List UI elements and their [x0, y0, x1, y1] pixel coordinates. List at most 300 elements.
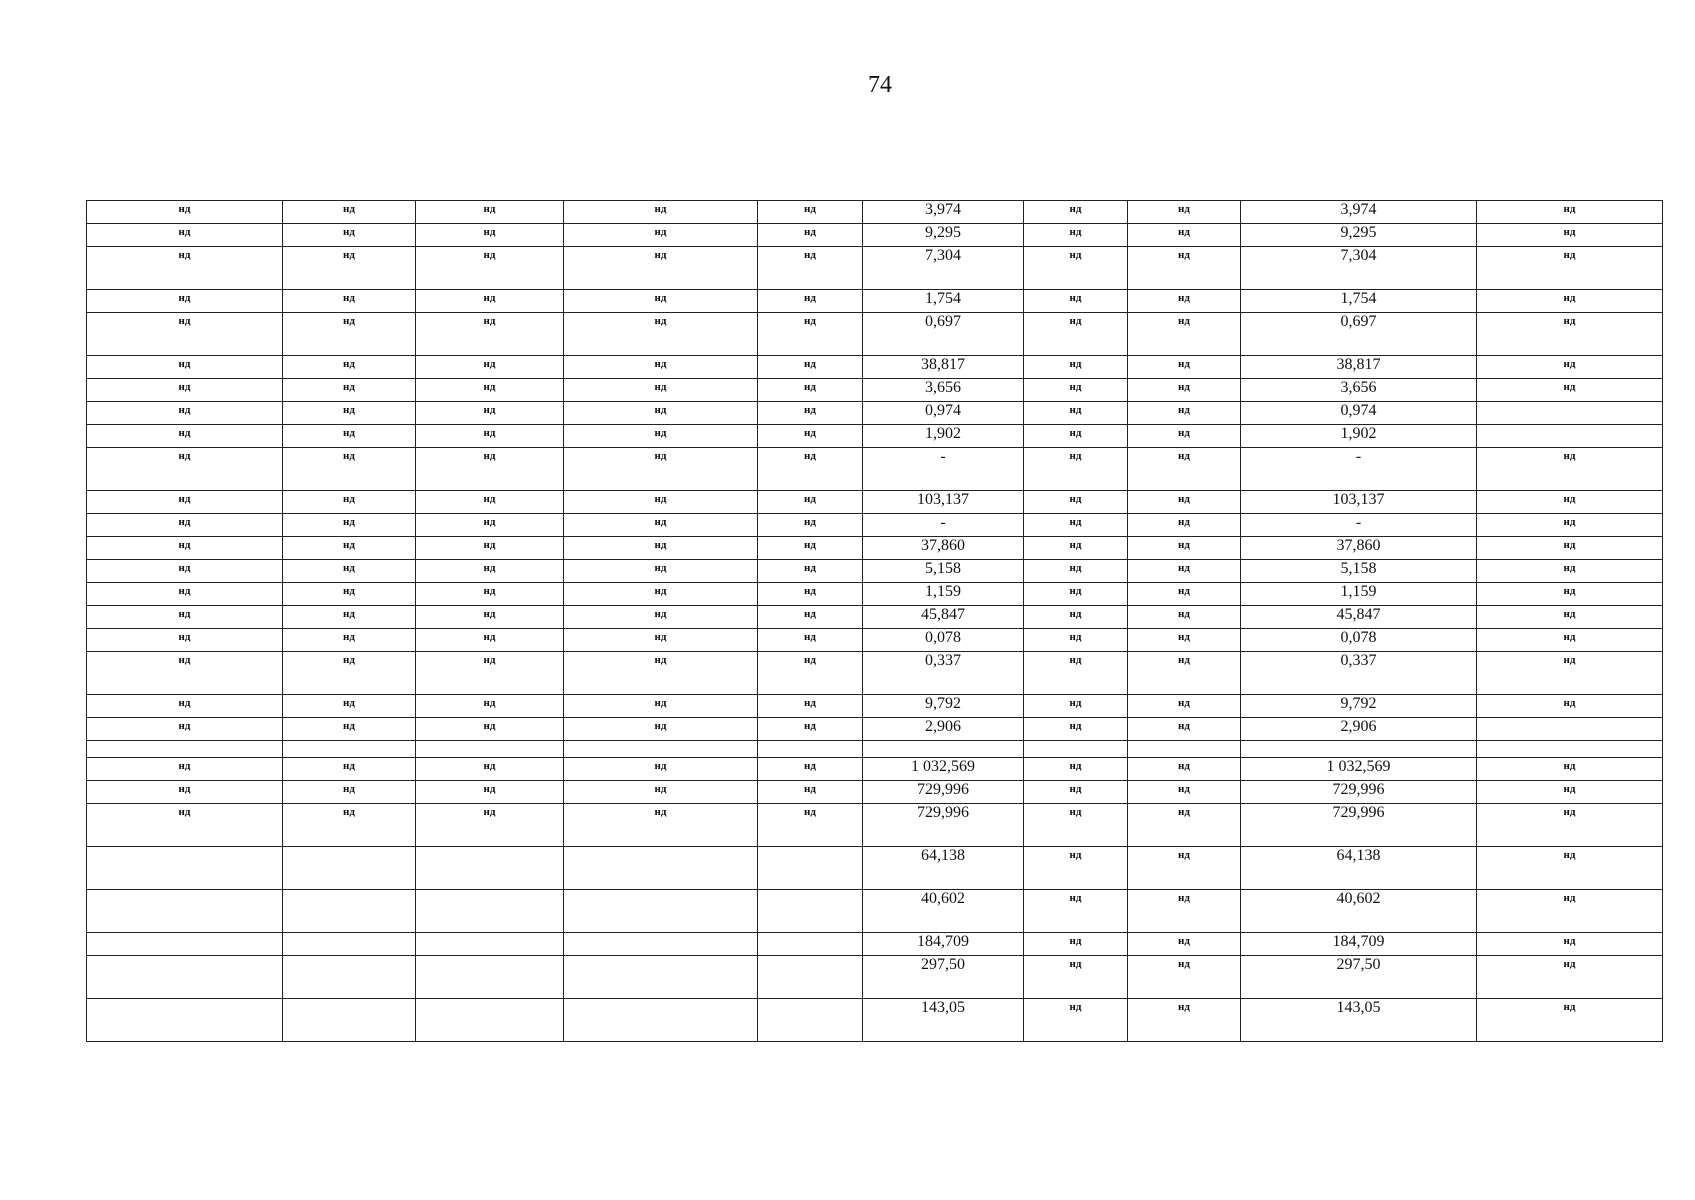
table-cell: нд — [87, 491, 283, 514]
table-cell: нд — [416, 514, 564, 537]
table-cell: нд — [564, 606, 758, 629]
table-cell: нд — [283, 313, 416, 356]
table-cell: нд — [283, 718, 416, 741]
table-cell — [1477, 741, 1663, 758]
table-cell: нд — [564, 758, 758, 781]
table-cell: 143,05 — [863, 999, 1024, 1042]
table-cell: нд — [758, 379, 863, 402]
table-cell: нд — [564, 313, 758, 356]
table-cell — [87, 933, 283, 956]
table-cell: нд — [1128, 804, 1241, 847]
table-cell: нд — [1024, 448, 1128, 491]
table-cell — [1241, 741, 1477, 758]
table-cell: - — [1241, 514, 1477, 537]
table-cell: нд — [1128, 247, 1241, 290]
table-cell: нд — [1024, 652, 1128, 695]
table-row — [87, 758, 1663, 781]
table-row — [87, 583, 1663, 606]
table-cell: нд — [1128, 890, 1241, 933]
table-cell: нд — [1477, 933, 1663, 956]
table-cell: нд — [1024, 606, 1128, 629]
table-cell — [283, 890, 416, 933]
table-cell: 1,902 — [863, 425, 1024, 448]
table-cell: нд — [87, 758, 283, 781]
table-cell — [1477, 402, 1663, 425]
table-cell: 0,337 — [863, 652, 1024, 695]
table-cell: 40,602 — [863, 890, 1024, 933]
table-cell: нд — [87, 537, 283, 560]
table-cell: нд — [564, 652, 758, 695]
table-cell: нд — [564, 781, 758, 804]
table-cell — [564, 890, 758, 933]
table-cell: нд — [1128, 583, 1241, 606]
table-cell: 3,974 — [863, 201, 1024, 224]
table-cell: нд — [1477, 290, 1663, 313]
table-cell — [416, 999, 564, 1042]
table-cell: нд — [1128, 560, 1241, 583]
table-row — [87, 933, 1663, 956]
table-cell: нд — [283, 606, 416, 629]
table-cell: 297,50 — [1241, 956, 1477, 999]
table-cell: нд — [87, 247, 283, 290]
table-cell: нд — [1128, 313, 1241, 356]
table-cell: нд — [1024, 379, 1128, 402]
table-cell: нд — [564, 402, 758, 425]
table-cell: нд — [1128, 402, 1241, 425]
table-cell: нд — [564, 448, 758, 491]
table-cell: нд — [758, 201, 863, 224]
table-row — [87, 606, 1663, 629]
table-cell: нд — [1477, 781, 1663, 804]
table-cell: нд — [564, 425, 758, 448]
table-cell — [758, 847, 863, 890]
table-cell: 0,078 — [1241, 629, 1477, 652]
table-cell: 9,295 — [863, 224, 1024, 247]
table-cell: нд — [416, 290, 564, 313]
table-cell: нд — [283, 695, 416, 718]
table-cell — [416, 933, 564, 956]
table-cell: нд — [87, 652, 283, 695]
table-cell: нд — [758, 356, 863, 379]
table-cell: нд — [416, 491, 564, 514]
table-cell: нд — [416, 804, 564, 847]
table-cell — [564, 956, 758, 999]
table-cell: нд — [87, 201, 283, 224]
table-cell: нд — [1024, 890, 1128, 933]
table-cell: нд — [1477, 890, 1663, 933]
table-row — [87, 956, 1663, 999]
table-cell — [564, 741, 758, 758]
table-cell: 184,709 — [863, 933, 1024, 956]
table-cell: нд — [1477, 313, 1663, 356]
table-cell: нд — [758, 718, 863, 741]
table-cell: нд — [416, 224, 564, 247]
table-cell: нд — [1477, 537, 1663, 560]
table-cell: 37,860 — [863, 537, 1024, 560]
table-cell: 0,697 — [863, 313, 1024, 356]
table-cell: нд — [758, 781, 863, 804]
table-cell: 0,974 — [1241, 402, 1477, 425]
table-cell: нд — [1024, 781, 1128, 804]
table-cell: нд — [283, 652, 416, 695]
table-row — [87, 313, 1663, 356]
table-cell — [1024, 741, 1128, 758]
table-cell — [283, 741, 416, 758]
table-cell: нд — [1128, 379, 1241, 402]
table-row — [87, 629, 1663, 652]
table-cell — [758, 933, 863, 956]
table-cell: 0,078 — [863, 629, 1024, 652]
table-cell: нд — [564, 537, 758, 560]
table-cell: нд — [416, 379, 564, 402]
table-cell: 7,304 — [1241, 247, 1477, 290]
table-cell: нд — [1128, 695, 1241, 718]
table-cell — [416, 956, 564, 999]
table-cell — [758, 956, 863, 999]
table-cell: 297,50 — [863, 956, 1024, 999]
table-cell: 729,996 — [863, 804, 1024, 847]
data-table-container — [86, 200, 1662, 1042]
table-cell: 9,295 — [1241, 224, 1477, 247]
table-cell: нд — [1024, 933, 1128, 956]
table-cell: нд — [283, 448, 416, 491]
table-cell: нд — [1128, 718, 1241, 741]
table-cell: нд — [416, 606, 564, 629]
table-cell: нд — [1477, 847, 1663, 890]
table-cell: нд — [87, 560, 283, 583]
table-cell: нд — [1128, 290, 1241, 313]
table-row — [87, 448, 1663, 491]
table-cell: нд — [1477, 583, 1663, 606]
table-cell — [564, 933, 758, 956]
table-cell: нд — [1024, 290, 1128, 313]
table-cell: 1,159 — [863, 583, 1024, 606]
table-cell: нд — [87, 583, 283, 606]
table-cell: нд — [1477, 758, 1663, 781]
table-cell: нд — [416, 718, 564, 741]
table-cell — [564, 999, 758, 1042]
table-cell: 0,337 — [1241, 652, 1477, 695]
table-cell: 5,158 — [863, 560, 1024, 583]
table-cell: 1 032,569 — [863, 758, 1024, 781]
table-cell: 103,137 — [863, 491, 1024, 514]
table-cell: 3,656 — [1241, 379, 1477, 402]
table-cell: нд — [758, 313, 863, 356]
table-cell: нд — [564, 247, 758, 290]
table-cell: нд — [87, 629, 283, 652]
table-cell: нд — [758, 606, 863, 629]
table-cell: нд — [758, 402, 863, 425]
table-cell: 2,906 — [1241, 718, 1477, 741]
table-row — [87, 491, 1663, 514]
table-cell: нд — [416, 201, 564, 224]
table-cell: нд — [1128, 999, 1241, 1042]
table-cell: нд — [564, 290, 758, 313]
table-cell: нд — [1477, 448, 1663, 491]
table-row — [87, 804, 1663, 847]
table-cell: нд — [1128, 425, 1241, 448]
table-cell: нд — [564, 379, 758, 402]
table-row — [87, 425, 1663, 448]
table-cell: 9,792 — [1241, 695, 1477, 718]
table-cell — [283, 847, 416, 890]
table-row — [87, 781, 1663, 804]
table-cell: 729,996 — [1241, 804, 1477, 847]
table-cell — [87, 956, 283, 999]
table-cell: нд — [1024, 758, 1128, 781]
table-cell: нд — [758, 629, 863, 652]
table-cell: 1,754 — [1241, 290, 1477, 313]
table-row — [87, 247, 1663, 290]
table-cell: нд — [1128, 514, 1241, 537]
table-cell: нд — [1477, 804, 1663, 847]
table-cell: нд — [1024, 356, 1128, 379]
table-cell: нд — [1477, 999, 1663, 1042]
table-row — [87, 290, 1663, 313]
table-cell: нд — [758, 652, 863, 695]
table-cell: нд — [416, 356, 564, 379]
table-cell: 64,138 — [863, 847, 1024, 890]
table-cell: нд — [1128, 781, 1241, 804]
table-cell: нд — [758, 224, 863, 247]
table-cell: нд — [283, 290, 416, 313]
table-cell: нд — [87, 224, 283, 247]
data-table — [86, 200, 1663, 1042]
table-cell: нд — [283, 781, 416, 804]
table-cell: нд — [1024, 514, 1128, 537]
table-cell — [416, 890, 564, 933]
table-row — [87, 379, 1663, 402]
table-row — [87, 652, 1663, 695]
table-cell: нд — [1024, 583, 1128, 606]
table-cell: нд — [87, 695, 283, 718]
table-cell — [87, 847, 283, 890]
table-cell: нд — [1128, 629, 1241, 652]
table-cell: нд — [1477, 201, 1663, 224]
table-cell: нд — [1024, 425, 1128, 448]
table-cell: нд — [758, 695, 863, 718]
table-cell: нд — [1128, 201, 1241, 224]
table-cell: нд — [758, 514, 863, 537]
table-cell: нд — [564, 514, 758, 537]
table-cell: нд — [1477, 560, 1663, 583]
table-cell: нд — [1024, 313, 1128, 356]
table-cell: нд — [283, 491, 416, 514]
table-body — [87, 201, 1663, 1042]
table-row — [87, 537, 1663, 560]
table-cell: - — [863, 448, 1024, 491]
table-cell: нд — [1024, 247, 1128, 290]
table-cell: нд — [1024, 804, 1128, 847]
table-cell: нд — [1024, 224, 1128, 247]
table-cell: нд — [87, 402, 283, 425]
table-cell: 1,754 — [863, 290, 1024, 313]
table-cell — [758, 741, 863, 758]
table-cell — [1128, 741, 1241, 758]
table-cell: 143,05 — [1241, 999, 1477, 1042]
table-cell: 103,137 — [1241, 491, 1477, 514]
table-cell: нд — [87, 514, 283, 537]
table-cell: нд — [1477, 356, 1663, 379]
table-cell: нд — [416, 313, 564, 356]
table-cell: нд — [87, 290, 283, 313]
table-cell: нд — [1024, 560, 1128, 583]
table-row — [87, 514, 1663, 537]
table-cell: 0,697 — [1241, 313, 1477, 356]
table-cell: нд — [416, 758, 564, 781]
table-cell: нд — [758, 758, 863, 781]
table-cell: 7,304 — [863, 247, 1024, 290]
table-cell: нд — [758, 425, 863, 448]
table-cell: нд — [416, 537, 564, 560]
table-cell: нд — [1128, 847, 1241, 890]
table-cell: нд — [416, 583, 564, 606]
table-cell: нд — [1128, 652, 1241, 695]
table-cell: нд — [564, 718, 758, 741]
table-cell: нд — [1024, 201, 1128, 224]
table-cell: 1,159 — [1241, 583, 1477, 606]
table-cell: 3,656 — [863, 379, 1024, 402]
table-cell: нд — [283, 425, 416, 448]
table-cell: нд — [758, 247, 863, 290]
table-row — [87, 999, 1663, 1042]
table-cell: нд — [283, 629, 416, 652]
table-cell: нд — [1024, 402, 1128, 425]
table-cell — [863, 741, 1024, 758]
table-cell: 38,817 — [863, 356, 1024, 379]
table-cell: нд — [87, 356, 283, 379]
table-cell: нд — [758, 560, 863, 583]
table-cell: нд — [1024, 718, 1128, 741]
table-cell: нд — [564, 201, 758, 224]
table-cell: нд — [1128, 224, 1241, 247]
table-cell: нд — [1128, 448, 1241, 491]
table-cell: нд — [758, 491, 863, 514]
table-cell: нд — [87, 718, 283, 741]
table-cell: нд — [1128, 491, 1241, 514]
table-cell: нд — [1477, 224, 1663, 247]
table-cell: нд — [283, 356, 416, 379]
table-cell: нд — [87, 425, 283, 448]
table-cell — [1477, 425, 1663, 448]
table-cell: нд — [283, 758, 416, 781]
table-row — [87, 695, 1663, 718]
table-cell: нд — [564, 695, 758, 718]
table-cell — [1477, 718, 1663, 741]
table-cell: нд — [283, 514, 416, 537]
table-row — [87, 741, 1663, 758]
table-cell: нд — [416, 629, 564, 652]
table-cell: нд — [283, 560, 416, 583]
table-cell: нд — [1128, 933, 1241, 956]
table-row — [87, 560, 1663, 583]
table-row — [87, 356, 1663, 379]
table-cell: нд — [1128, 606, 1241, 629]
table-cell: 45,847 — [1241, 606, 1477, 629]
table-cell: нд — [1024, 695, 1128, 718]
table-cell — [87, 741, 283, 758]
table-cell: нд — [1128, 956, 1241, 999]
table-cell: нд — [564, 491, 758, 514]
table-cell: нд — [416, 402, 564, 425]
table-cell: нд — [1128, 356, 1241, 379]
table-cell: нд — [1477, 956, 1663, 999]
table-cell: 0,974 — [863, 402, 1024, 425]
table-cell: нд — [283, 247, 416, 290]
page-number: 74 — [868, 72, 892, 98]
table-cell: нд — [1477, 247, 1663, 290]
table-cell — [416, 741, 564, 758]
table-cell: нд — [1024, 629, 1128, 652]
table-cell: нд — [283, 583, 416, 606]
table-cell: нд — [283, 537, 416, 560]
table-cell: 3,974 — [1241, 201, 1477, 224]
table-cell: нд — [1128, 537, 1241, 560]
table-cell: - — [1241, 448, 1477, 491]
table-cell: 2,906 — [863, 718, 1024, 741]
table-cell: нд — [87, 313, 283, 356]
table-cell: 37,860 — [1241, 537, 1477, 560]
table-cell: нд — [564, 629, 758, 652]
table-cell — [416, 847, 564, 890]
table-row — [87, 402, 1663, 425]
table-cell — [758, 890, 863, 933]
table-cell: нд — [1477, 379, 1663, 402]
table-cell: нд — [87, 804, 283, 847]
table-cell: нд — [1477, 629, 1663, 652]
table-cell: нд — [1477, 652, 1663, 695]
table-row — [87, 224, 1663, 247]
table-cell: нд — [758, 448, 863, 491]
table-cell: 40,602 — [1241, 890, 1477, 933]
table-cell: нд — [564, 560, 758, 583]
table-cell: нд — [564, 224, 758, 247]
table-cell: нд — [416, 781, 564, 804]
table-cell: нд — [758, 804, 863, 847]
table-cell: 1,902 — [1241, 425, 1477, 448]
table-cell — [758, 999, 863, 1042]
table-cell: нд — [564, 583, 758, 606]
table-cell: нд — [1024, 491, 1128, 514]
table-cell: нд — [758, 290, 863, 313]
table-cell: нд — [1024, 537, 1128, 560]
table-cell: нд — [283, 402, 416, 425]
table-cell: нд — [416, 448, 564, 491]
table-cell: нд — [1128, 758, 1241, 781]
table-cell: 45,847 — [863, 606, 1024, 629]
table-row — [87, 718, 1663, 741]
table-cell: нд — [1024, 847, 1128, 890]
table-cell: нд — [283, 224, 416, 247]
table-cell: нд — [416, 560, 564, 583]
table-cell: 1 032,569 — [1241, 758, 1477, 781]
table-cell: нд — [283, 201, 416, 224]
table-cell: нд — [1024, 956, 1128, 999]
table-cell: 729,996 — [1241, 781, 1477, 804]
table-cell: нд — [416, 425, 564, 448]
table-row — [87, 890, 1663, 933]
table-cell: нд — [416, 247, 564, 290]
table-cell: нд — [564, 356, 758, 379]
table-cell — [87, 999, 283, 1042]
table-cell: нд — [87, 379, 283, 402]
table-cell: - — [863, 514, 1024, 537]
table-cell — [283, 999, 416, 1042]
table-cell: нд — [1477, 606, 1663, 629]
table-cell: нд — [283, 804, 416, 847]
table-cell: нд — [1477, 695, 1663, 718]
table-cell: нд — [758, 583, 863, 606]
